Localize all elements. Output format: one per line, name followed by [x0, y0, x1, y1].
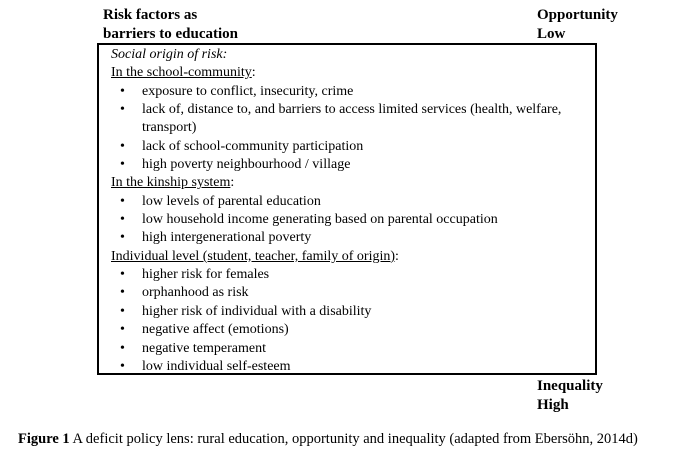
- list-item: • high intergenerational poverty: [111, 229, 587, 247]
- list-item: • higher risk for females: [111, 266, 587, 284]
- section-heading-text: In the school-community: [111, 65, 252, 81]
- section-heading-text: Individual level (student, teacher, family of origin): [111, 248, 396, 264]
- section-item-list: [111, 266, 587, 376]
- section-item-list: [111, 193, 587, 248]
- bullet-icon: •: [120, 230, 125, 246]
- section-heading: Social origin of risk:: [111, 47, 228, 62]
- axis-label-low: Low: [537, 25, 566, 42]
- bullet-icon: •: [120, 303, 125, 319]
- risk-factors-box: [97, 43, 597, 375]
- bullet-icon: •: [120, 193, 125, 209]
- list-item: • negative affect (emotions): [111, 321, 587, 339]
- axis-label-inequality: Inequality: [537, 378, 603, 394]
- figure-caption-label: Figure 1: [18, 431, 70, 447]
- bullet-icon: •: [120, 83, 125, 99]
- axis-label-opportunity-low: [537, 6, 618, 43]
- axis-label-risk-factors: [103, 6, 238, 43]
- list-item: • higher risk of individual with a disability: [111, 303, 587, 321]
- section-heading: In the school-community:: [111, 65, 256, 81]
- list-item: • low individual self-esteem: [111, 358, 587, 376]
- list-item: • negative temperament: [111, 340, 587, 358]
- list-item: • orphanhood as risk: [111, 284, 587, 302]
- figure-caption-text: A deficit policy lens: rural education, opportunity and inequality (adapted from Ebersöhn, 2014d): [69, 431, 638, 447]
- axis-label-risk-factors-line2: barriers to education: [103, 25, 238, 42]
- bullet-icon: •: [120, 322, 125, 338]
- list-item: • low levels of parental education: [111, 193, 587, 211]
- figure-caption: [18, 430, 638, 449]
- bullet-icon: •: [120, 212, 125, 228]
- axis-label-inequality-high: [537, 377, 603, 414]
- list-item: • lack of school-community participation: [111, 138, 587, 156]
- bullet-icon: •: [120, 102, 125, 118]
- bullet-icon: •: [120, 138, 125, 154]
- axis-label-high: High: [537, 396, 569, 413]
- section-heading: In the kinship system:: [111, 175, 235, 191]
- section-item-list: [111, 83, 587, 175]
- bullet-icon: •: [120, 285, 125, 301]
- bullet-icon: •: [120, 157, 125, 173]
- bullet-icon: •: [120, 267, 125, 283]
- list-item: • lack of, distance to, and barriers to access limited services (health, welfare, transport): [120, 102, 562, 136]
- list-item: • exposure to conflict, insecurity, crime: [111, 83, 587, 101]
- axis-label-opportunity: Opportunity: [537, 7, 618, 23]
- list-item: • high poverty neighbourhood / village: [111, 156, 587, 174]
- bullet-icon: •: [120, 358, 125, 374]
- axis-label-risk-factors-line1: Risk factors as: [103, 7, 198, 23]
- list-item: • low household income generating based on parental occupation: [111, 211, 587, 229]
- section-heading: Individual level (student, teacher, family of origin):: [111, 248, 399, 264]
- bullet-icon: •: [120, 340, 125, 356]
- section-heading-text: In the kinship system: [111, 175, 231, 191]
